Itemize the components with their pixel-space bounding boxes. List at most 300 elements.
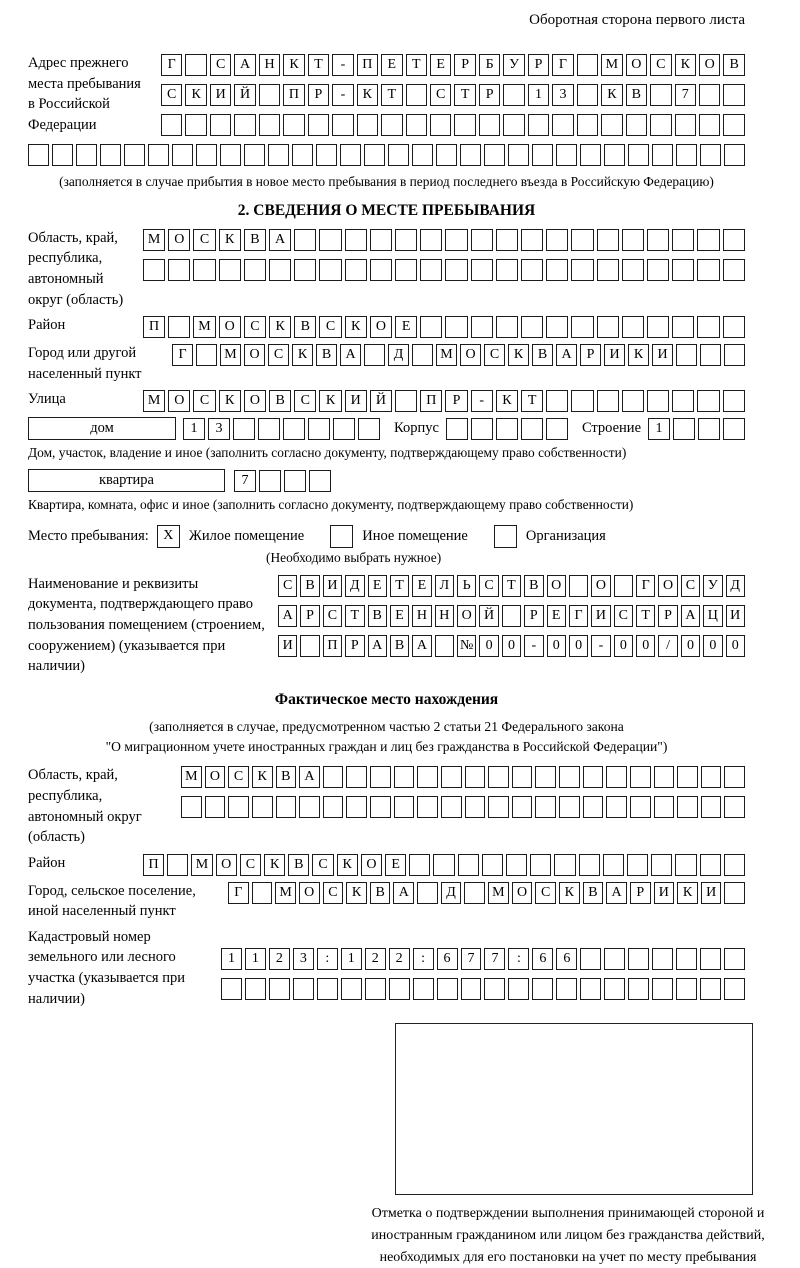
char-cell[interactable]	[676, 948, 697, 970]
char-cell[interactable]	[258, 418, 280, 440]
char-cell[interactable]: 0	[614, 635, 633, 657]
char-cell[interactable]: К	[675, 54, 696, 76]
char-cell[interactable]: Б	[479, 54, 500, 76]
char-cell[interactable]	[647, 316, 669, 338]
char-cell[interactable]	[546, 229, 568, 251]
char-cell[interactable]: С	[650, 54, 671, 76]
char-cell[interactable]	[219, 259, 241, 281]
char-cell[interactable]: О	[205, 766, 226, 788]
char-cell[interactable]: Д	[345, 575, 364, 597]
char-cell[interactable]: О	[370, 316, 392, 338]
char-cell[interactable]: И	[652, 344, 673, 366]
char-cell[interactable]: Л	[435, 575, 454, 597]
char-cell[interactable]	[647, 259, 669, 281]
char-cell[interactable]	[346, 796, 367, 818]
char-cell[interactable]	[512, 766, 533, 788]
char-cell[interactable]: Р	[454, 54, 475, 76]
char-cell[interactable]	[701, 766, 722, 788]
char-cell[interactable]	[724, 144, 745, 166]
char-cell[interactable]	[601, 114, 622, 136]
char-cell[interactable]	[532, 144, 553, 166]
char-cell[interactable]	[724, 948, 745, 970]
char-cell[interactable]	[559, 796, 580, 818]
char-cell[interactable]	[650, 84, 671, 106]
char-cell[interactable]	[252, 796, 273, 818]
char-cell[interactable]	[651, 854, 672, 876]
char-cell[interactable]	[521, 316, 543, 338]
char-cell[interactable]: :	[508, 948, 529, 970]
char-cell[interactable]: Т	[636, 605, 655, 627]
char-cell[interactable]	[395, 259, 417, 281]
char-cell[interactable]: К	[185, 84, 206, 106]
char-cell[interactable]: С	[278, 575, 297, 597]
char-cell[interactable]: 7	[675, 84, 696, 106]
char-cell[interactable]: М	[436, 344, 457, 366]
char-cell[interactable]: К	[219, 390, 241, 412]
char-cell[interactable]	[284, 470, 306, 492]
char-cell[interactable]	[437, 978, 458, 1000]
char-cell[interactable]: С	[244, 316, 266, 338]
char-cell[interactable]	[603, 854, 624, 876]
char-cell[interactable]: 0	[703, 635, 722, 657]
char-cell[interactable]	[676, 144, 697, 166]
char-cell[interactable]: Й	[479, 605, 498, 627]
char-cell[interactable]: В	[524, 575, 543, 597]
char-cell[interactable]	[597, 259, 619, 281]
char-cell[interactable]	[672, 229, 694, 251]
char-cell[interactable]: А	[606, 882, 627, 904]
char-cell[interactable]: О	[168, 229, 190, 251]
char-cell[interactable]	[647, 390, 669, 412]
char-cell[interactable]: Р	[345, 635, 364, 657]
char-cell[interactable]: М	[275, 882, 296, 904]
char-cell[interactable]: И	[701, 882, 722, 904]
char-cell[interactable]	[604, 978, 625, 1000]
char-cell[interactable]: С	[312, 854, 333, 876]
char-cell[interactable]	[606, 766, 627, 788]
char-cell[interactable]: Т	[521, 390, 543, 412]
char-cell[interactable]: Т	[406, 54, 427, 76]
char-cell[interactable]	[394, 766, 415, 788]
char-cell[interactable]: С	[228, 766, 249, 788]
char-cell[interactable]	[370, 229, 392, 251]
char-cell[interactable]	[496, 418, 518, 440]
char-cell[interactable]: №	[457, 635, 476, 657]
char-cell[interactable]	[724, 796, 745, 818]
char-cell[interactable]: Н	[412, 605, 431, 627]
char-cell[interactable]	[724, 344, 745, 366]
char-cell[interactable]: Й	[234, 84, 255, 106]
char-cell[interactable]	[220, 144, 241, 166]
char-cell[interactable]	[697, 316, 719, 338]
char-cell[interactable]: Р	[658, 605, 677, 627]
char-cell[interactable]	[269, 978, 290, 1000]
char-cell[interactable]	[521, 418, 543, 440]
char-cell[interactable]	[196, 344, 217, 366]
char-cell[interactable]	[488, 766, 509, 788]
char-cell[interactable]	[652, 978, 673, 1000]
char-cell[interactable]	[597, 229, 619, 251]
char-cell[interactable]	[532, 978, 553, 1000]
char-cell[interactable]	[465, 796, 486, 818]
char-cell[interactable]: Р	[528, 54, 549, 76]
char-cell[interactable]: И	[591, 605, 610, 627]
char-cell[interactable]	[535, 766, 556, 788]
char-cell[interactable]: С	[484, 344, 505, 366]
char-cell[interactable]: С	[193, 390, 215, 412]
char-cell[interactable]: К	[345, 316, 367, 338]
char-cell[interactable]: Г	[569, 605, 588, 627]
char-cell[interactable]	[569, 575, 588, 597]
char-cell[interactable]	[535, 796, 556, 818]
char-cell[interactable]: 6	[532, 948, 553, 970]
char-cell[interactable]	[723, 84, 744, 106]
char-cell[interactable]: -	[591, 635, 610, 657]
char-cell[interactable]	[699, 84, 720, 106]
char-cell[interactable]: Е	[368, 575, 387, 597]
char-cell[interactable]: /	[658, 635, 677, 657]
char-cell[interactable]: 0	[569, 635, 588, 657]
char-cell[interactable]	[420, 229, 442, 251]
char-cell[interactable]	[496, 316, 518, 338]
char-cell[interactable]: К	[264, 854, 285, 876]
char-cell[interactable]: О	[547, 575, 566, 597]
char-cell[interactable]	[521, 259, 543, 281]
char-cell[interactable]	[630, 766, 651, 788]
char-cell[interactable]: О	[699, 54, 720, 76]
char-cell[interactable]	[484, 978, 505, 1000]
char-cell[interactable]: А	[681, 605, 700, 627]
char-cell[interactable]: 1	[341, 948, 362, 970]
char-cell[interactable]	[196, 144, 217, 166]
char-cell[interactable]	[420, 316, 442, 338]
char-cell[interactable]	[556, 978, 577, 1000]
char-cell[interactable]	[461, 978, 482, 1000]
char-cell[interactable]	[259, 84, 280, 106]
char-cell[interactable]: Т	[308, 54, 329, 76]
char-cell[interactable]	[406, 84, 427, 106]
char-cell[interactable]: Й	[370, 390, 392, 412]
char-cell[interactable]	[294, 229, 316, 251]
char-cell[interactable]	[512, 796, 533, 818]
char-cell[interactable]: Р	[300, 605, 319, 627]
char-cell[interactable]	[597, 316, 619, 338]
char-cell[interactable]: К	[292, 344, 313, 366]
char-cell[interactable]	[259, 114, 280, 136]
char-cell[interactable]: 1	[245, 948, 266, 970]
char-cell[interactable]	[556, 144, 577, 166]
char-cell[interactable]: -	[471, 390, 493, 412]
char-cell[interactable]	[323, 766, 344, 788]
char-cell[interactable]: -	[332, 54, 353, 76]
char-cell[interactable]: С	[240, 854, 261, 876]
char-cell[interactable]	[700, 978, 721, 1000]
char-cell[interactable]	[333, 418, 355, 440]
char-cell[interactable]	[221, 978, 242, 1000]
char-cell[interactable]	[406, 114, 427, 136]
char-cell[interactable]: Е	[390, 605, 409, 627]
char-cell[interactable]: С	[479, 575, 498, 597]
char-cell[interactable]: С	[268, 344, 289, 366]
char-cell[interactable]	[28, 144, 49, 166]
char-cell[interactable]: С	[681, 575, 700, 597]
char-cell[interactable]	[701, 796, 722, 818]
char-cell[interactable]: О	[361, 854, 382, 876]
char-cell[interactable]	[345, 229, 367, 251]
char-cell[interactable]	[148, 144, 169, 166]
char-cell[interactable]: Т	[390, 575, 409, 597]
char-cell[interactable]	[503, 84, 524, 106]
char-cell[interactable]	[482, 854, 503, 876]
char-cell[interactable]	[723, 418, 745, 440]
char-cell[interactable]	[675, 854, 696, 876]
checkbox-residential[interactable]: X	[157, 525, 180, 548]
char-cell[interactable]: Н	[435, 605, 454, 627]
char-cell[interactable]	[697, 229, 719, 251]
char-cell[interactable]	[724, 854, 745, 876]
char-cell[interactable]	[672, 259, 694, 281]
char-cell[interactable]	[319, 229, 341, 251]
char-cell[interactable]: -	[332, 84, 353, 106]
char-cell[interactable]	[358, 418, 380, 440]
char-cell[interactable]: С	[535, 882, 556, 904]
char-cell[interactable]: О	[658, 575, 677, 597]
char-cell[interactable]	[465, 766, 486, 788]
char-cell[interactable]	[676, 344, 697, 366]
char-cell[interactable]: И	[345, 390, 367, 412]
char-cell[interactable]: Г	[228, 882, 249, 904]
char-cell[interactable]: П	[143, 316, 165, 338]
char-cell[interactable]	[571, 259, 593, 281]
char-cell[interactable]	[445, 316, 467, 338]
char-cell[interactable]: В	[532, 344, 553, 366]
char-cell[interactable]	[614, 575, 633, 597]
char-cell[interactable]	[528, 114, 549, 136]
char-cell[interactable]: О	[219, 316, 241, 338]
char-cell[interactable]: К	[508, 344, 529, 366]
char-cell[interactable]	[723, 259, 745, 281]
char-cell[interactable]	[370, 766, 391, 788]
char-cell[interactable]	[317, 978, 338, 1000]
char-cell[interactable]	[471, 316, 493, 338]
char-cell[interactable]	[292, 144, 313, 166]
char-cell[interactable]: С	[323, 605, 342, 627]
char-cell[interactable]: М	[143, 229, 165, 251]
char-cell[interactable]	[205, 796, 226, 818]
char-cell[interactable]: О	[460, 344, 481, 366]
char-cell[interactable]	[502, 605, 521, 627]
char-cell[interactable]	[626, 114, 647, 136]
char-cell[interactable]	[52, 144, 73, 166]
char-cell[interactable]: А	[278, 605, 297, 627]
char-cell[interactable]	[577, 84, 598, 106]
char-cell[interactable]	[100, 144, 121, 166]
char-cell[interactable]: 7	[461, 948, 482, 970]
char-cell[interactable]	[647, 229, 669, 251]
char-cell[interactable]: О	[168, 390, 190, 412]
char-cell[interactable]: В	[583, 882, 604, 904]
char-cell[interactable]	[673, 418, 695, 440]
char-cell[interactable]	[571, 229, 593, 251]
char-cell[interactable]	[697, 259, 719, 281]
char-cell[interactable]	[299, 796, 320, 818]
char-cell[interactable]: Ц	[703, 605, 722, 627]
char-cell[interactable]	[508, 978, 529, 1000]
char-cell[interactable]	[723, 390, 745, 412]
char-cell[interactable]	[506, 854, 527, 876]
char-cell[interactable]	[724, 882, 745, 904]
char-cell[interactable]: А	[368, 635, 387, 657]
char-cell[interactable]	[388, 144, 409, 166]
char-cell[interactable]	[332, 114, 353, 136]
char-cell[interactable]: Г	[636, 575, 655, 597]
char-cell[interactable]: 1	[221, 948, 242, 970]
char-cell[interactable]: Р	[479, 84, 500, 106]
char-cell[interactable]: А	[299, 766, 320, 788]
char-cell[interactable]	[168, 316, 190, 338]
char-cell[interactable]: 0	[681, 635, 700, 657]
char-cell[interactable]: Д	[726, 575, 745, 597]
char-cell[interactable]	[479, 114, 500, 136]
char-cell[interactable]	[458, 854, 479, 876]
char-cell[interactable]: Р	[580, 344, 601, 366]
char-cell[interactable]	[417, 796, 438, 818]
char-cell[interactable]	[622, 316, 644, 338]
char-cell[interactable]: 1	[648, 418, 670, 440]
char-cell[interactable]: 6	[556, 948, 577, 970]
char-cell[interactable]: А	[556, 344, 577, 366]
char-cell[interactable]: О	[216, 854, 237, 876]
char-cell[interactable]	[234, 114, 255, 136]
char-cell[interactable]	[622, 259, 644, 281]
char-cell[interactable]: 2	[365, 948, 386, 970]
char-cell[interactable]	[552, 114, 573, 136]
char-cell[interactable]: С	[294, 390, 316, 412]
char-cell[interactable]	[345, 259, 367, 281]
char-cell[interactable]: Г	[552, 54, 573, 76]
char-cell[interactable]	[508, 144, 529, 166]
char-cell[interactable]	[346, 766, 367, 788]
char-cell[interactable]	[417, 766, 438, 788]
char-cell[interactable]	[460, 144, 481, 166]
char-cell[interactable]: 6	[437, 948, 458, 970]
char-cell[interactable]: С	[161, 84, 182, 106]
char-cell[interactable]	[185, 54, 206, 76]
char-cell[interactable]	[435, 635, 454, 657]
char-cell[interactable]	[413, 978, 434, 1000]
char-cell[interactable]: В	[244, 229, 266, 251]
char-cell[interactable]: М	[193, 316, 215, 338]
char-cell[interactable]	[627, 854, 648, 876]
char-cell[interactable]: П	[323, 635, 342, 657]
char-cell[interactable]: О	[626, 54, 647, 76]
char-cell[interactable]: И	[210, 84, 231, 106]
char-cell[interactable]	[546, 259, 568, 281]
char-cell[interactable]: Е	[547, 605, 566, 627]
char-cell[interactable]: Е	[385, 854, 406, 876]
char-cell[interactable]	[309, 470, 331, 492]
checkbox-other-premises[interactable]	[330, 525, 353, 548]
char-cell[interactable]	[446, 418, 468, 440]
char-cell[interactable]	[454, 114, 475, 136]
char-cell[interactable]	[210, 114, 231, 136]
char-cell[interactable]	[365, 978, 386, 1000]
char-cell[interactable]: К	[346, 882, 367, 904]
char-cell[interactable]	[530, 854, 551, 876]
char-cell[interactable]	[395, 390, 417, 412]
char-cell[interactable]	[700, 344, 721, 366]
char-cell[interactable]: 0	[726, 635, 745, 657]
char-cell[interactable]	[654, 796, 675, 818]
char-cell[interactable]	[697, 390, 719, 412]
char-cell[interactable]	[420, 259, 442, 281]
char-cell[interactable]	[546, 316, 568, 338]
char-cell[interactable]: Е	[412, 575, 431, 597]
char-cell[interactable]: К	[677, 882, 698, 904]
char-cell[interactable]: В	[316, 344, 337, 366]
char-cell[interactable]	[244, 259, 266, 281]
char-cell[interactable]	[677, 796, 698, 818]
char-cell[interactable]	[471, 259, 493, 281]
char-cell[interactable]: Г	[161, 54, 182, 76]
char-cell[interactable]: К	[269, 316, 291, 338]
char-cell[interactable]: С	[614, 605, 633, 627]
char-cell[interactable]: 7	[234, 470, 256, 492]
char-cell[interactable]: У	[503, 54, 524, 76]
char-cell[interactable]	[168, 259, 190, 281]
char-cell[interactable]: К	[559, 882, 580, 904]
char-cell[interactable]: К	[219, 229, 241, 251]
char-cell[interactable]: К	[496, 390, 518, 412]
char-cell[interactable]: В	[300, 575, 319, 597]
char-cell[interactable]	[699, 114, 720, 136]
char-cell[interactable]: 2	[269, 948, 290, 970]
char-cell[interactable]: Н	[259, 54, 280, 76]
char-cell[interactable]: М	[143, 390, 165, 412]
char-cell[interactable]	[193, 259, 215, 281]
char-cell[interactable]	[370, 796, 391, 818]
char-cell[interactable]	[546, 390, 568, 412]
char-cell[interactable]: К	[283, 54, 304, 76]
char-cell[interactable]	[409, 854, 430, 876]
char-cell[interactable]: 0	[636, 635, 655, 657]
char-cell[interactable]: Д	[441, 882, 462, 904]
char-cell[interactable]: В	[269, 390, 291, 412]
char-cell[interactable]	[571, 316, 593, 338]
char-cell[interactable]	[259, 470, 281, 492]
char-cell[interactable]: Г	[172, 344, 193, 366]
char-cell[interactable]: П	[357, 54, 378, 76]
char-cell[interactable]	[652, 948, 673, 970]
confirmation-stamp-box[interactable]	[395, 1023, 753, 1195]
char-cell[interactable]: Р	[630, 882, 651, 904]
char-cell[interactable]: Ь	[457, 575, 476, 597]
char-cell[interactable]	[577, 114, 598, 136]
char-cell[interactable]	[300, 635, 319, 657]
char-cell[interactable]	[628, 948, 649, 970]
char-cell[interactable]	[341, 978, 362, 1000]
char-cell[interactable]: О	[244, 390, 266, 412]
char-cell[interactable]: С	[319, 316, 341, 338]
char-cell[interactable]	[244, 144, 265, 166]
char-cell[interactable]	[700, 144, 721, 166]
char-cell[interactable]	[628, 144, 649, 166]
char-cell[interactable]	[654, 766, 675, 788]
char-cell[interactable]	[323, 796, 344, 818]
char-cell[interactable]	[700, 948, 721, 970]
char-cell[interactable]	[308, 418, 330, 440]
char-cell[interactable]	[630, 796, 651, 818]
